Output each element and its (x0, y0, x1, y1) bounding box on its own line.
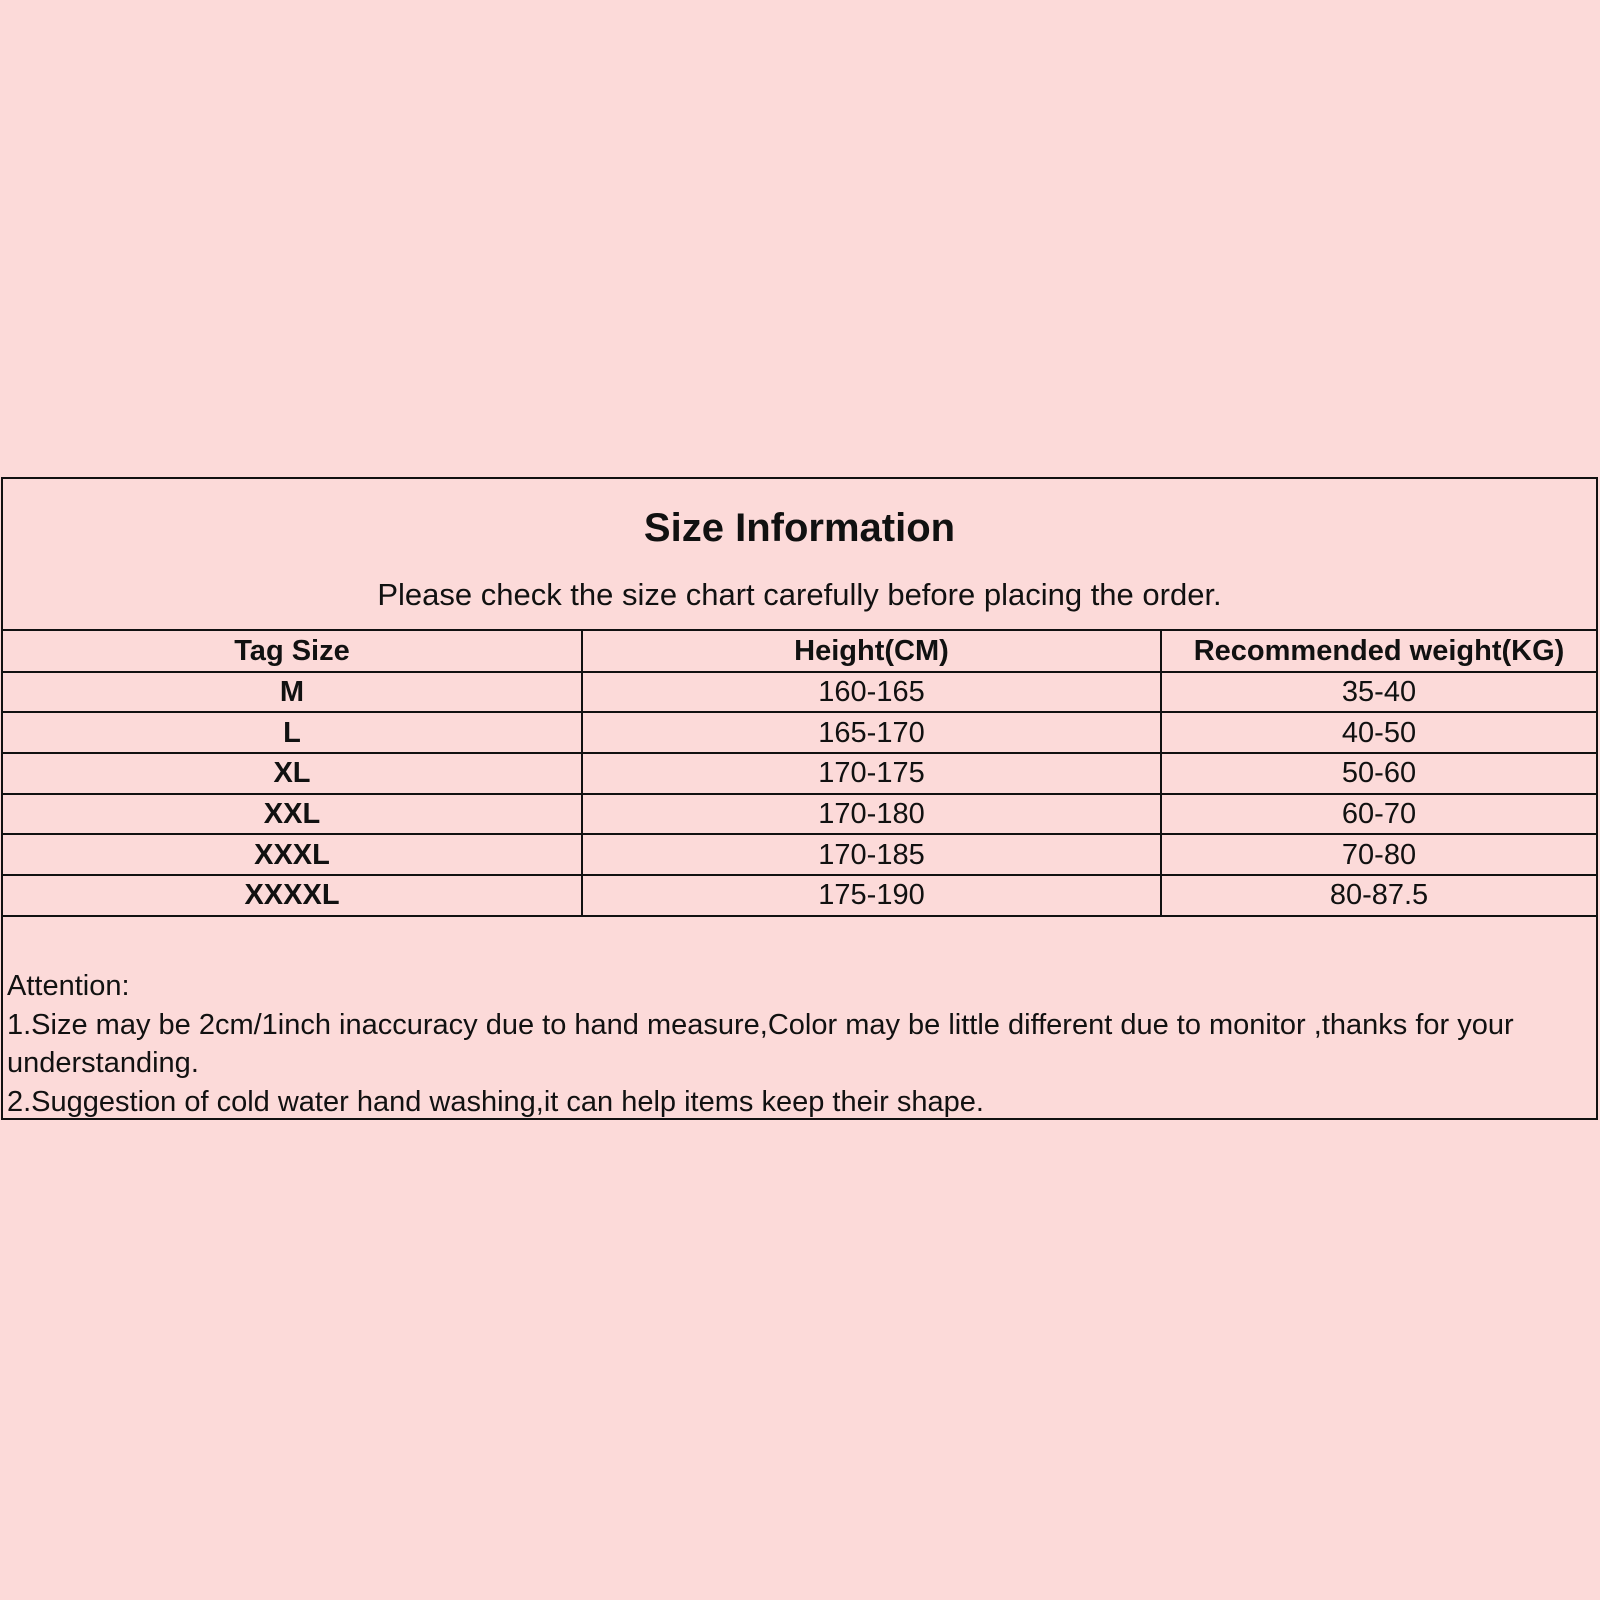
attention-note-1: 1.Size may be 2cm/1inch inaccuracy due to hand measure,Color may be little different due to monitor ,thanks for your understanding. (7, 1008, 1514, 1079)
size-chart-header (3, 479, 1596, 631)
attention-heading: Attention: (7, 970, 130, 1002)
weight-cell: 40-50 (1161, 712, 1596, 753)
column-header-weight: Recommended weight(KG) (1161, 631, 1596, 672)
tag-size-cell: XL (3, 753, 582, 794)
attention-note-2: 2.Suggestion of cold water hand washing,it can help items keep their shape. (7, 1085, 984, 1118)
tag-size-cell: L (3, 712, 582, 753)
column-header-height: Height(CM) (582, 631, 1161, 672)
tag-size-cell: XXL (3, 794, 582, 835)
table-header-row (3, 631, 1596, 672)
table-row (3, 753, 1596, 794)
weight-cell: 35-40 (1161, 672, 1596, 713)
table-row (3, 794, 1596, 835)
table-row (3, 875, 1596, 916)
weight-cell: 80-87.5 (1161, 875, 1596, 916)
height-cell: 170-175 (582, 753, 1161, 794)
weight-cell: 70-80 (1161, 834, 1596, 875)
height-cell: 165-170 (582, 712, 1161, 753)
column-header-tag-size: Tag Size (3, 631, 582, 672)
tag-size-cell: XXXXL (3, 875, 582, 916)
size-chart-sheet (1, 477, 1598, 1120)
table-row (3, 672, 1596, 713)
weight-cell: 50-60 (1161, 753, 1596, 794)
page-subtitle: Please check the size chart carefully before placing the order. (377, 577, 1222, 612)
size-table (3, 631, 1596, 917)
height-cell: 160-165 (582, 672, 1161, 713)
page-title: Size Information (643, 506, 956, 550)
height-cell: 175-190 (582, 875, 1161, 916)
tag-size-cell: XXXL (3, 834, 582, 875)
tag-size-cell: M (3, 672, 582, 713)
height-cell: 170-180 (582, 794, 1161, 835)
attention-notes (7, 967, 1572, 1121)
weight-cell: 60-70 (1161, 794, 1596, 835)
table-row (3, 834, 1596, 875)
table-row (3, 712, 1596, 753)
height-cell: 170-185 (582, 834, 1161, 875)
